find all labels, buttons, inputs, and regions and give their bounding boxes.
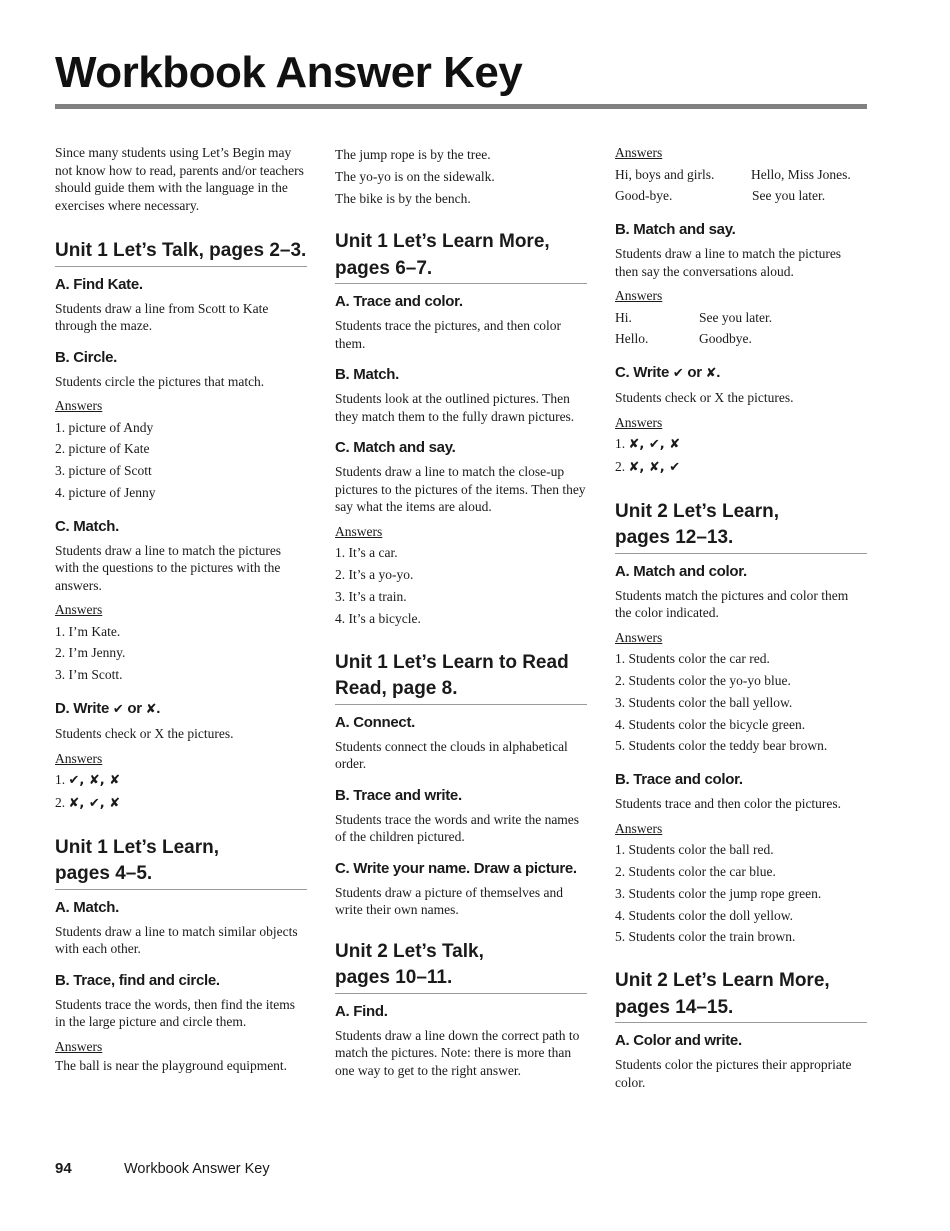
- section-title: [615, 364, 867, 383]
- x-mark-icon: ✘: [705, 366, 717, 382]
- answer-item: [55, 792, 307, 815]
- answers-label: Answers: [55, 602, 103, 618]
- unit-heading: [615, 499, 867, 554]
- answer-item: 2. I’m Jenny.: [55, 645, 126, 661]
- answers-label: Answers: [615, 288, 663, 304]
- section-text: Students look at the outlined pictures. Then they match them to the fully drawn pictures.: [335, 391, 575, 424]
- section-title: B. Match and say.: [615, 221, 736, 239]
- answer-marks: ✘, ✔, ✘: [628, 437, 681, 453]
- section-text: Students circle the pictures that match.: [55, 373, 265, 389]
- section-title: [55, 700, 307, 719]
- answer-item: 1. Students color the ball red.: [615, 842, 774, 858]
- answer-item: 4. Students color the doll yellow.: [615, 907, 793, 923]
- section-title: B. Circle.: [55, 348, 118, 366]
- answer-number: 1.: [55, 772, 66, 788]
- section-title: A. Color and write.: [615, 1032, 742, 1050]
- unit-heading-line: pages 14–15.: [615, 996, 734, 1018]
- unit-heading-line: Unit 1 Let’s Learn to Read: [335, 651, 569, 673]
- unit-heading: [335, 650, 587, 705]
- answer-item: [55, 769, 307, 792]
- answer-item: 2. picture of Kate: [55, 441, 150, 457]
- section-text: Students draw a line to match similar objects with each other.: [55, 923, 298, 957]
- answer-row: [615, 164, 867, 186]
- answer-item: 3. picture of Scott: [55, 463, 152, 479]
- answer-item: 5. Students color the train brown.: [615, 929, 796, 945]
- answer-left: Hi.: [615, 309, 632, 325]
- section-title: B. Trace, find and circle.: [55, 971, 220, 989]
- answers-label: Answers: [615, 145, 663, 160]
- section-title: A. Match and color.: [615, 562, 747, 580]
- section-title: C. Match and say.: [335, 439, 456, 457]
- section-text: Students draw a picture of themselves and write their own names.: [335, 884, 563, 918]
- title-text: .: [716, 364, 721, 382]
- answer-right: Goodbye.: [699, 331, 752, 347]
- unit-heading-line: Unit 2 Let’s Talk,: [335, 940, 484, 962]
- unit-heading: [335, 939, 587, 994]
- answer-item: 1. I’m Kate.: [55, 623, 121, 639]
- section-text: Students trace the words, then find the items in the large picture and circle them.: [55, 996, 295, 1030]
- answer-marks: ✔, ✘, ✘: [68, 773, 121, 789]
- answer-item: 3. Students color the ball yellow.: [615, 694, 793, 710]
- answer-item: 1. It’s a car.: [335, 545, 398, 561]
- unit-heading-line: Unit 2 Let’s Learn,: [615, 500, 779, 522]
- unit-heading: [335, 229, 587, 284]
- section-text: Students draw a line from Scott to Kate through the maze.: [55, 300, 269, 333]
- section-title: C. Write your name. Draw a picture.: [335, 859, 577, 877]
- unit-heading-line: Unit 1 Let’s Learn,: [55, 836, 219, 858]
- answers-label: Answers: [55, 750, 103, 766]
- title-text: D. Write: [55, 700, 109, 718]
- answer-item: The jump rope is by the tree.: [335, 147, 491, 162]
- section-text: Students trace the words and write the names of the children pictured.: [335, 811, 580, 845]
- unit-heading: [615, 968, 867, 1023]
- unit-heading-line: pages 10–11.: [335, 967, 453, 989]
- answers-label: Answers: [55, 1038, 103, 1054]
- answer-number: 2.: [55, 794, 66, 810]
- answers-label: Answers: [615, 629, 663, 645]
- answer-left: Good-bye.: [615, 188, 673, 204]
- answer-item: 4. It’s a bicycle.: [335, 610, 421, 626]
- answer-left: Hi, boys and girls.: [615, 166, 715, 182]
- intro-paragraph: Since many students using Let’s Begin may not know how to read, parents and/or teachers should guide them with the language in the exercises where necessary.: [55, 145, 304, 213]
- answer-item: 4. picture of Jenny: [55, 484, 156, 500]
- answer-item: 4. Students color the bicycle green.: [615, 716, 806, 732]
- answer-item: 1. picture of Andy: [55, 419, 154, 435]
- section-text: Students color the pictures their appropriate color.: [615, 1057, 852, 1090]
- answer-item: [615, 433, 867, 456]
- answer-item: The ball is near the playground equipment.: [55, 1058, 288, 1074]
- answer-item: [615, 456, 867, 479]
- answer-row: [615, 328, 867, 350]
- x-mark-icon: ✘: [145, 702, 157, 718]
- title-text: .: [156, 700, 161, 718]
- answer-left: Hello.: [615, 331, 649, 347]
- answer-item: 2. Students color the car blue.: [615, 864, 776, 880]
- check-mark-icon: ✔: [112, 702, 124, 718]
- section-title: A. Find Kate.: [55, 275, 143, 293]
- column-1: [55, 144, 307, 1075]
- section-text: Students draw a line to match the pictures then say the conversations aloud.: [615, 246, 842, 279]
- title-text: or: [127, 700, 142, 718]
- answers-label: Answers: [615, 820, 663, 836]
- title-text: or: [687, 364, 702, 382]
- answer-marks: ✘, ✔, ✘: [68, 795, 121, 811]
- section-text: Students check or X the pictures.: [615, 390, 794, 406]
- answer-item: The yo-yo is on the sidewalk.: [335, 168, 495, 184]
- section-text: Students draw a line down the correct path to match the pictures. Note: there is more than one way to get to the right answer.: [335, 1027, 580, 1078]
- section-text: Students draw a line to match the close-up pictures to the pictures of the items. Then they say what the items are aloud.: [335, 464, 586, 515]
- answer-item: 1. Students color the car red.: [615, 651, 770, 667]
- answer-item: 5. Students color the teddy bear brown.: [615, 738, 828, 754]
- unit-heading-line: Unit 2 Let’s Learn More,: [615, 970, 830, 992]
- title-rule: [55, 104, 867, 109]
- unit-heading: Unit 1 Let’s Talk, pages 2–3.: [55, 238, 307, 267]
- answer-right: See you later.: [752, 188, 826, 204]
- unit-heading-line: pages 6–7.: [335, 257, 433, 279]
- column-3: [615, 144, 867, 1091]
- section-title: B. Match.: [335, 366, 399, 384]
- answer-right: See you later.: [699, 309, 773, 325]
- section-text: Students trace and then color the pictures.: [615, 796, 842, 812]
- title-text: C. Write: [615, 364, 669, 382]
- section-text: Students match the pictures and color them the color indicated.: [615, 587, 849, 621]
- answer-row: [615, 185, 867, 207]
- answer-item: The bike is by the bench.: [335, 190, 471, 206]
- answer-item: 2. It’s a yo-yo.: [335, 567, 414, 583]
- answers-label: Answers: [335, 523, 383, 539]
- answer-right: Hello, Miss Jones.: [751, 166, 851, 182]
- answers-label: Answers: [55, 398, 103, 413]
- footer-label: Workbook Answer Key: [124, 1161, 270, 1177]
- section-text: Students check or X the pictures.: [55, 726, 234, 742]
- answer-number: 1.: [615, 436, 626, 452]
- unit-heading-line: Read, page 8.: [335, 678, 458, 700]
- section-text: Students draw a line to match the pictures with the questions to the pictures with the answers.: [55, 542, 282, 593]
- answer-marks: ✘, ✘, ✔: [628, 459, 681, 475]
- answer-item: 3. It’s a train.: [335, 588, 407, 604]
- page-number: 94: [55, 1160, 72, 1177]
- section-title: A. Connect.: [335, 713, 416, 731]
- check-mark-icon: ✔: [672, 366, 684, 382]
- unit-heading-line: pages 4–5.: [55, 863, 153, 885]
- section-title: A. Match.: [55, 898, 119, 916]
- answer-item: 3. I’m Scott.: [55, 667, 123, 683]
- answer-item: 3. Students color the jump rope green.: [615, 885, 822, 901]
- unit-heading: [55, 835, 307, 890]
- unit-heading-line: pages 12–13.: [615, 527, 734, 549]
- page-title: Workbook Answer Key: [55, 48, 523, 97]
- column-2: [335, 144, 587, 1079]
- section-text: Students trace the pictures, and then color them.: [335, 318, 562, 351]
- section-title: A. Trace and color.: [335, 293, 463, 311]
- section-title: A. Find.: [335, 1002, 388, 1020]
- section-title: B. Trace and color.: [615, 771, 743, 789]
- section-title: C. Match.: [55, 517, 119, 535]
- answer-number: 2.: [615, 458, 626, 474]
- answers-label: Answers: [615, 414, 663, 430]
- answer-row: [615, 307, 867, 329]
- answer-item: 2. Students color the yo-yo blue.: [615, 673, 791, 689]
- section-title: B. Trace and write.: [335, 786, 462, 804]
- section-text: Students connect the clouds in alphabetical order.: [335, 738, 568, 772]
- unit-heading-line: Unit 1 Let’s Learn More,: [335, 231, 550, 253]
